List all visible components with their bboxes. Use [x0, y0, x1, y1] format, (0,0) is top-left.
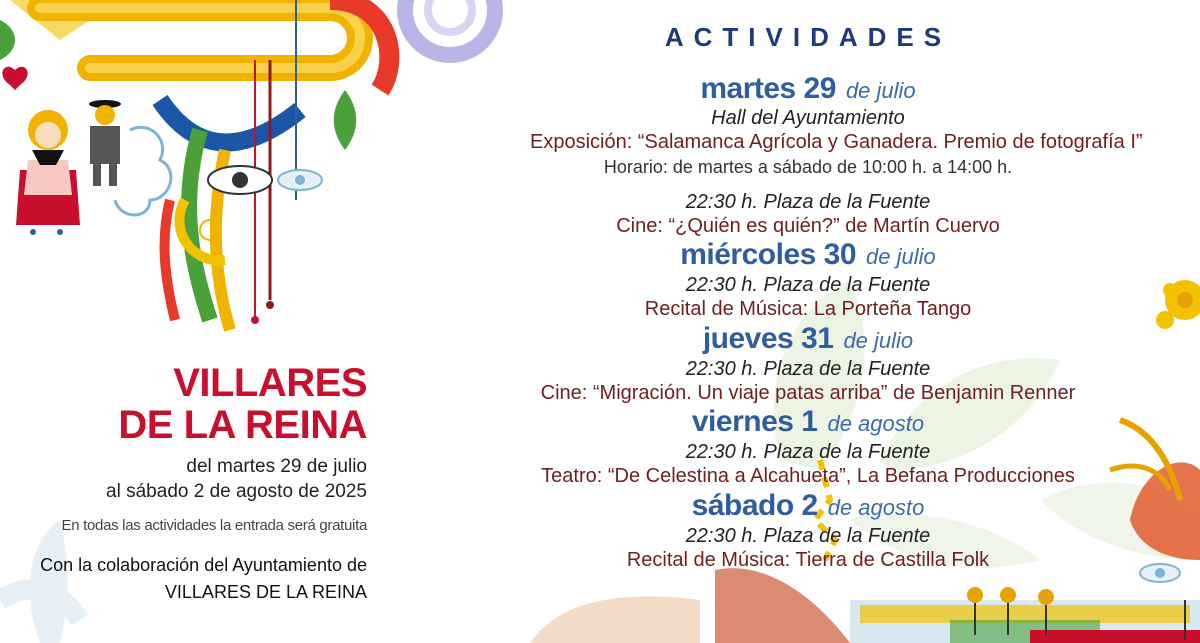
event-title: Cine: “¿Quién es quién?” de Martín Cuervo: [616, 215, 1000, 237]
day-header: [530, 72, 1086, 106]
day-label: jueves 31: [702, 322, 834, 355]
event-title: Teatro: “De Celestina a Alcahueta”, La Befana Producciones: [541, 465, 1075, 487]
month-label: de julio: [843, 328, 914, 353]
day-label: sábado 2: [691, 489, 818, 522]
town-name-line1: VILLARES: [173, 361, 367, 405]
bottom-band: [530, 568, 1200, 643]
date-range-line1: del martes 29 de julio: [186, 456, 367, 477]
day-header: [530, 322, 1086, 356]
event-venue: 22:30 h. Plaza de la Fuente: [685, 358, 931, 380]
collaboration-line1: Con la colaboración del Ayuntamiento de: [40, 555, 367, 575]
activities-heading: ACTIVIDADES: [664, 22, 952, 52]
event-title: Recital de Música: La Porteña Tango: [644, 298, 972, 320]
day-header: [530, 489, 1086, 523]
month-label: de julio: [866, 244, 936, 269]
event-venue: Hall del Ayuntamiento: [711, 107, 905, 129]
event-venue: 22:30 h. Plaza de la Fuente: [685, 441, 931, 463]
festival-illustration: [0, 0, 495, 330]
event-schedule: Horario: de martes a sábado de 10:00 h. a 14:00 h.: [603, 157, 1013, 177]
town-name-line2: DE LA REINA: [118, 403, 367, 447]
event-venue: 22:30 h. Plaza de la Fuente: [685, 525, 931, 547]
collaboration-line2: VILLARES DE LA REINA: [164, 582, 367, 602]
free-entry-note: En todas las actividades la entrada será gratuita: [61, 517, 367, 534]
month-label: de agosto: [827, 495, 925, 520]
month-label: de agosto: [827, 411, 925, 436]
event-title: Recital de Música: Tierra de Castilla Folk: [626, 549, 990, 571]
event-venue: 22:30 h. Plaza de la Fuente: [685, 274, 931, 296]
day-label: viernes 1: [691, 405, 818, 438]
day-header: [530, 238, 1086, 272]
month-label: de julio: [845, 78, 916, 103]
event-title: Cine: “Migración. Un viaje patas arriba” de Benjamin Renner: [540, 382, 1076, 404]
day-label: martes 29: [700, 72, 836, 105]
day-label: miércoles 30: [680, 238, 857, 271]
day-header: [530, 405, 1086, 439]
event-venue: 22:30 h. Plaza de la Fuente: [685, 191, 931, 213]
date-range-line2: al sábado 2 de agosto de 2025: [106, 481, 367, 502]
event-title: Exposición: “Salamanca Agrícola y Ganadera. Premio de fotografía I”: [530, 131, 1143, 153]
